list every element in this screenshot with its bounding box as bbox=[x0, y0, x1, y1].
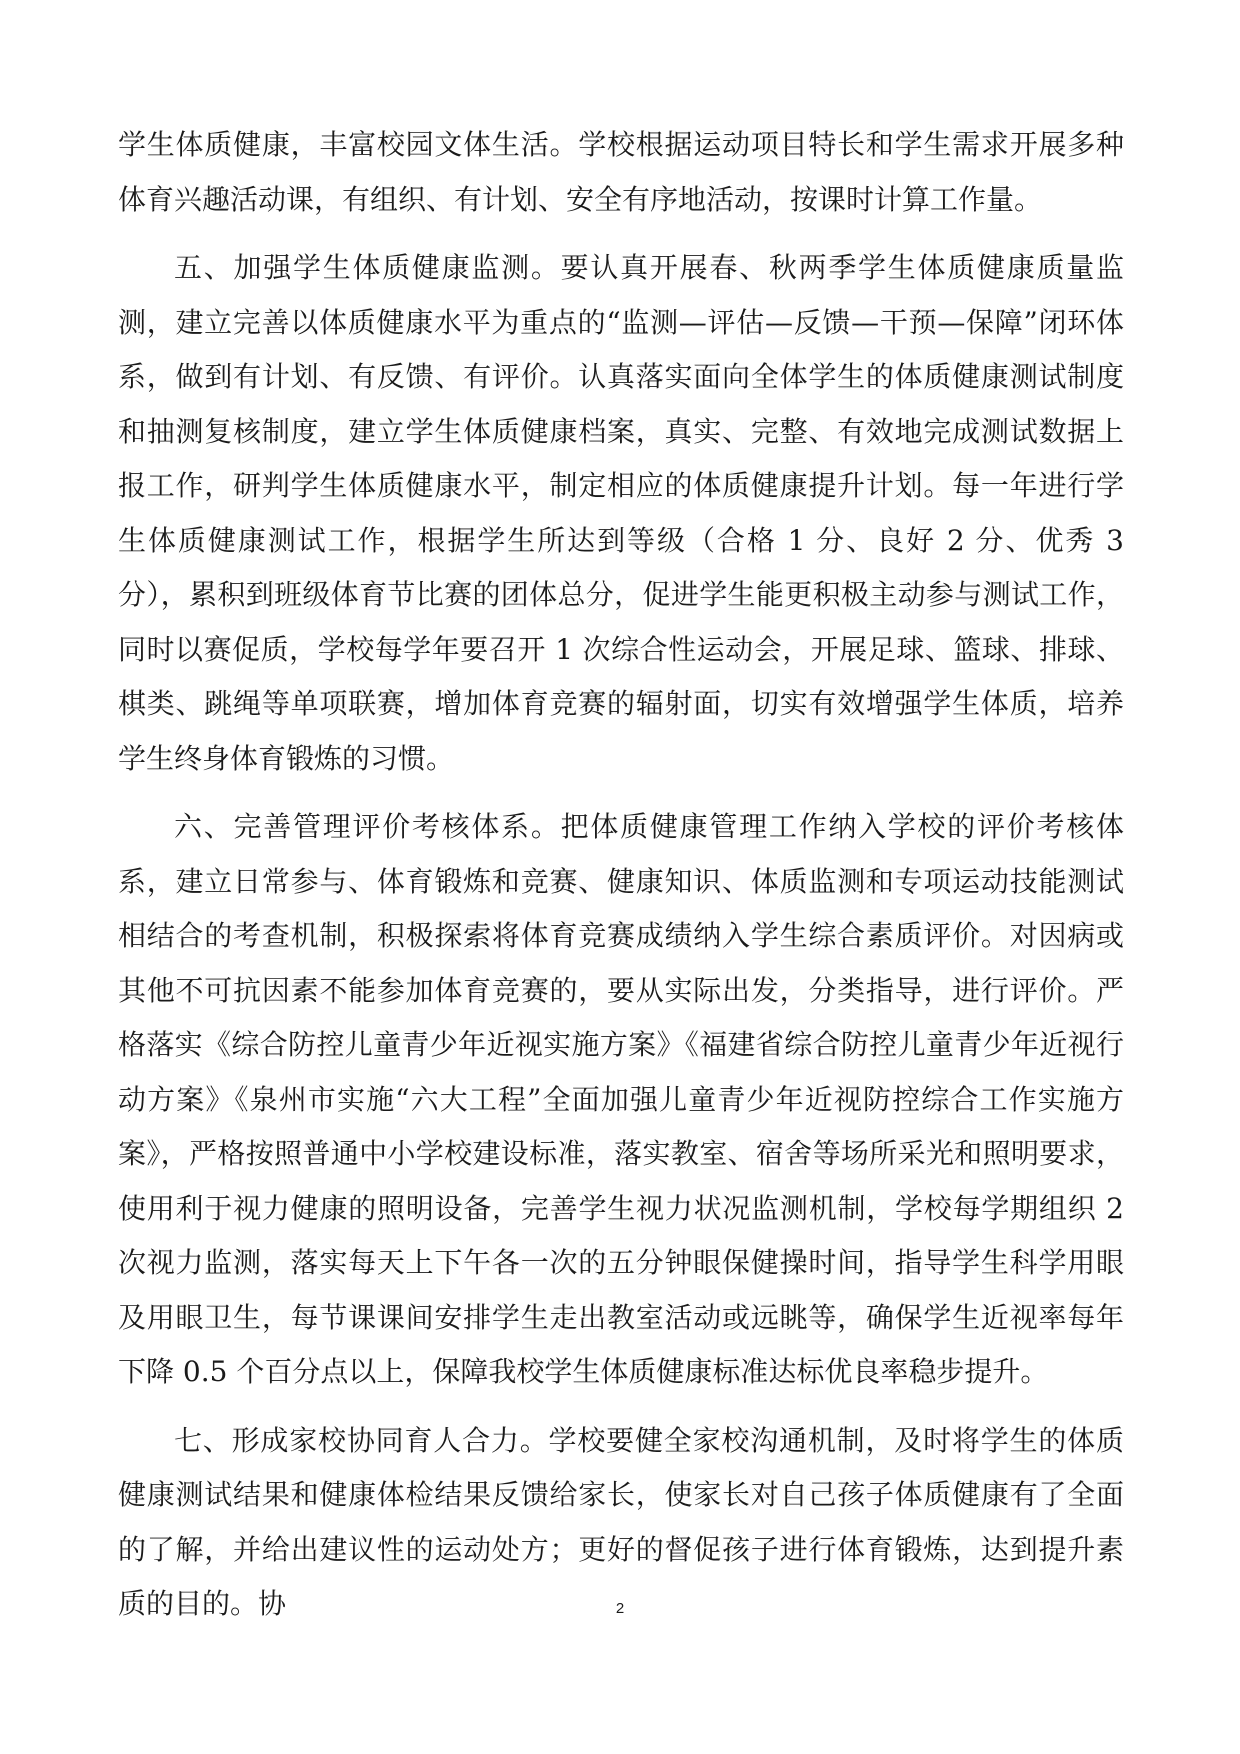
paragraph-continuation: 学生体质健康，丰富校园文体生活。学校根据运动项目特长和学生需求开展多种体育兴趣活动课，有组织、有计划、安全有序地活动，按课时计算工作量。 bbox=[118, 128, 1124, 216]
paragraph-section-6: 六、完善管理评价考核体系。把体质健康管理工作纳入学校的评价考核体系，建立日常参与、体育锻炼和竞赛、健康知识、体质监测和专项运动技能测试相结合的考查机制，积极探索将体育竞赛成绩纳入学生综合素质评价。对因病或其他不可抗因素不能参加体育竞赛的，要从实际出发，分类指导，进行评价。严格落实《综合防控儿童青少年近视实施方案》《福建省综合防控儿童青少年近视行动方案》《泉州市实施“六大工程”全面加强儿童青少年近视防控综合工作实施方案》，严格按照普通中小学校建设标准，落实教室、宿舍等场所采光和照明要求，使用利于视力健康的照明设备，完善学生视力状况监测机制，学校每学期组织 2 次视力监测，落实每天上下午各一次的五分钟眼保健操时间，指导学生科学用眼及用眼卫生，每节课课间安排学生走出教室活动或远眺等，确保学生近视率每年下降 0.5 个百分点以上，保障我校学生体质健康标准达标优良率稳步提升。 bbox=[118, 810, 1124, 1388]
document-body bbox=[118, 118, 1124, 1632]
paragraph-section-5: 五、加强学生体质健康监测。要认真开展春、秋两季学生体质健康质量监测，建立完善以体质健康水平为重点的“监测—评估—反馈—干预—保障”闭环体系，做到有计划、有反馈、有评价。认真落实面向全体学生的体质健康测试制度和抽测复核制度，建立学生体质健康档案，真实、完整、有效地完成测试数据上报工作，研判学生体质健康水平，制定相应的体质健康提升计划。每一年进行学生体质健康测试工作，根据学生所达到等级（合格 1 分、良好 2 分、优秀 3 分），累积到班级体育节比赛的团体总分，促进学生能更积极主动参与测试工作，同时以赛促质，学校每学年要召开 1 次综合性运动会，开展足球、篮球、排球、棋类、跳绳等单项联赛，增加体育竞赛的辐射面，切实有效增强学生体质，培养学生终身体育锻炼的习惯。 bbox=[118, 251, 1124, 775]
page-number: 2 bbox=[615, 1600, 625, 1617]
paragraph-section-7: 七、形成家校协同育人合力。学校要健全家校沟通机制，及时将学生的体质健康测试结果和健康体检结果反馈给家长，使家长对自己孩子体质健康有了全面的了解，并给出建议性的运动处方；更好的督促孩子进行体育锻炼，达到提升素质的目的。协 bbox=[118, 1423, 1124, 1620]
